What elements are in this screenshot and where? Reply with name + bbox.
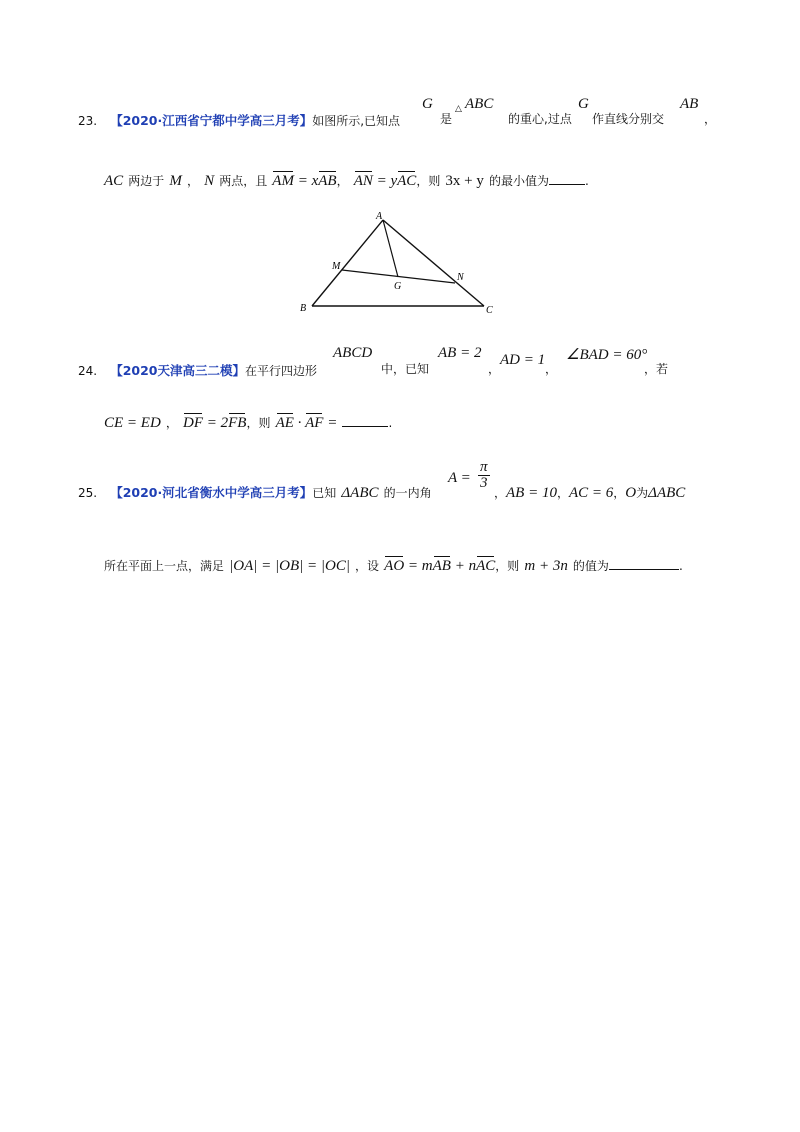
problem-number: 23. (78, 114, 98, 128)
problem-source-tag: 【2020·河北省衡水中学高三月考】 (110, 485, 313, 500)
vector-ae: AE (275, 415, 294, 431)
label-m: M (332, 261, 341, 272)
vector-an: AN (353, 173, 373, 189)
problem-23-line-2 (104, 170, 589, 190)
abs-oc: |OC| (320, 558, 350, 574)
punctuation: ， (556, 486, 569, 500)
equation-part: = (123, 415, 141, 431)
equation-part: = m (404, 558, 433, 574)
problem-text: 两点，且 (219, 174, 268, 188)
punctuation: ， (488, 362, 501, 376)
answer-blank (342, 414, 388, 427)
vector-ce: CE (104, 415, 124, 431)
expression-3x-plus-y: 3x + y (445, 173, 484, 189)
side-ac (383, 220, 484, 306)
problem-text: 如图所示,已知点 (312, 114, 401, 128)
equation-part: = (323, 415, 338, 431)
problem-text: 在平行四边形 (244, 364, 317, 378)
vector-ao: AO (384, 558, 405, 574)
point-o: O (625, 485, 637, 501)
numerator-pi: π (480, 459, 488, 475)
problem-24-line-1 (78, 360, 317, 379)
point-g: G (578, 96, 589, 112)
problem-text: ，则 (495, 559, 520, 573)
problem-text: 的值为 (572, 559, 609, 573)
problem-text: 的重心,过点 (508, 112, 572, 126)
punctuation: . (585, 174, 589, 188)
triangle-symbol: Δ (341, 485, 351, 501)
triangle-symbol: Δ (648, 485, 657, 501)
vector-ed: ED (140, 415, 161, 431)
answer-blank (609, 557, 679, 570)
problem-number: 25. (78, 486, 98, 500)
segment-ab: AB (680, 96, 699, 112)
abs-ob: |OB| (274, 558, 304, 574)
punctuation: ， (613, 486, 626, 500)
segment-ac: AC (104, 173, 124, 189)
parallelogram-abcd: ABCD (333, 345, 373, 361)
problem-source-tag: 【2020天津高三二模】 (110, 363, 245, 378)
answer-blank (549, 172, 585, 185)
vector-am: AM (272, 173, 294, 189)
problem-23-line-1 (78, 110, 400, 129)
vector-ab: AB (318, 173, 337, 189)
triangle-symbol: △ (455, 104, 462, 114)
equation-part: + n (450, 558, 477, 574)
equation-ab-10: AB = 10 (506, 485, 557, 501)
point-n: N (204, 173, 215, 189)
equation-ad-1: AD = 1 (500, 352, 546, 368)
punctuation: ， (545, 362, 558, 376)
punctuation: ， (336, 174, 349, 188)
problem-text: ，设 (355, 559, 380, 573)
median-ag (383, 220, 398, 277)
triangle-abc: ABC (465, 96, 494, 112)
abs-oa: |OA| (229, 558, 258, 574)
label-a: A (376, 211, 383, 222)
equation-part: = 2 (203, 415, 229, 431)
point-g: G (422, 96, 433, 112)
equation-part: = y (372, 173, 398, 189)
problem-25-line-2 (104, 555, 683, 575)
denominator-3: 3 (480, 475, 488, 491)
problem-text: 的最小值为 (488, 174, 549, 188)
equation-angle-bad: ∠BAD = 60° (566, 347, 648, 363)
vector-df: DF (183, 415, 203, 431)
punctuation: ， (165, 416, 178, 430)
label-c: C (486, 305, 493, 316)
angle-a-equals: A = (448, 470, 471, 486)
vector-af: AF (305, 415, 324, 431)
problem-text: ，则 (246, 416, 271, 430)
problem-text: 为 (636, 486, 649, 500)
problem-25-line-1b (494, 482, 685, 502)
punctuation: . (388, 416, 393, 430)
triangle-abc: ABC (656, 485, 686, 501)
problem-text: 的一内角 (383, 486, 432, 500)
problem-text: 作直线分别交 (592, 112, 665, 126)
problem-text: 已知 (312, 486, 337, 500)
label-g: G (394, 281, 402, 292)
punctuation: ， (704, 112, 717, 126)
label-b: B (300, 303, 307, 314)
label-n: N (457, 272, 464, 283)
punctuation: ， (186, 174, 199, 188)
equation-part: = (303, 558, 321, 574)
problem-text: ，若 (644, 362, 669, 376)
triangle-abc: ABC (350, 485, 379, 501)
vector-ab: AB (432, 558, 451, 574)
problem-source-tag: 【2020·江西省宁都中学高三月考】 (110, 113, 313, 128)
punctuation: ， (494, 486, 507, 500)
point-m: M (169, 173, 182, 189)
problem-text: ，则 (416, 174, 441, 188)
triangle-figure (290, 205, 505, 320)
punctuation: . (678, 559, 683, 573)
problem-text: 所在平面上一点，满足 (104, 559, 225, 573)
problem-text: 两边于 (128, 174, 165, 188)
equation-part: = (257, 558, 275, 574)
fraction-pi-over-3 (478, 460, 490, 491)
vector-fb: FB (228, 415, 247, 431)
expression-m-plus-3n: m + 3n (524, 558, 568, 574)
equation-ab-2: AB = 2 (438, 345, 482, 361)
dot-operator: · (293, 415, 306, 431)
vector-ac: AC (397, 173, 417, 189)
equation-ac-6: AC = 6 (568, 485, 614, 501)
problem-text: 是 (440, 112, 453, 126)
side-ab (312, 220, 383, 306)
problem-text: 中，已知 (381, 362, 430, 376)
equation-part: = x (293, 173, 319, 189)
problem-number: 24. (78, 364, 98, 378)
vector-ac: AC (476, 558, 496, 574)
problem-24-line-2 (104, 412, 392, 432)
problem-25-line-1 (78, 482, 432, 502)
